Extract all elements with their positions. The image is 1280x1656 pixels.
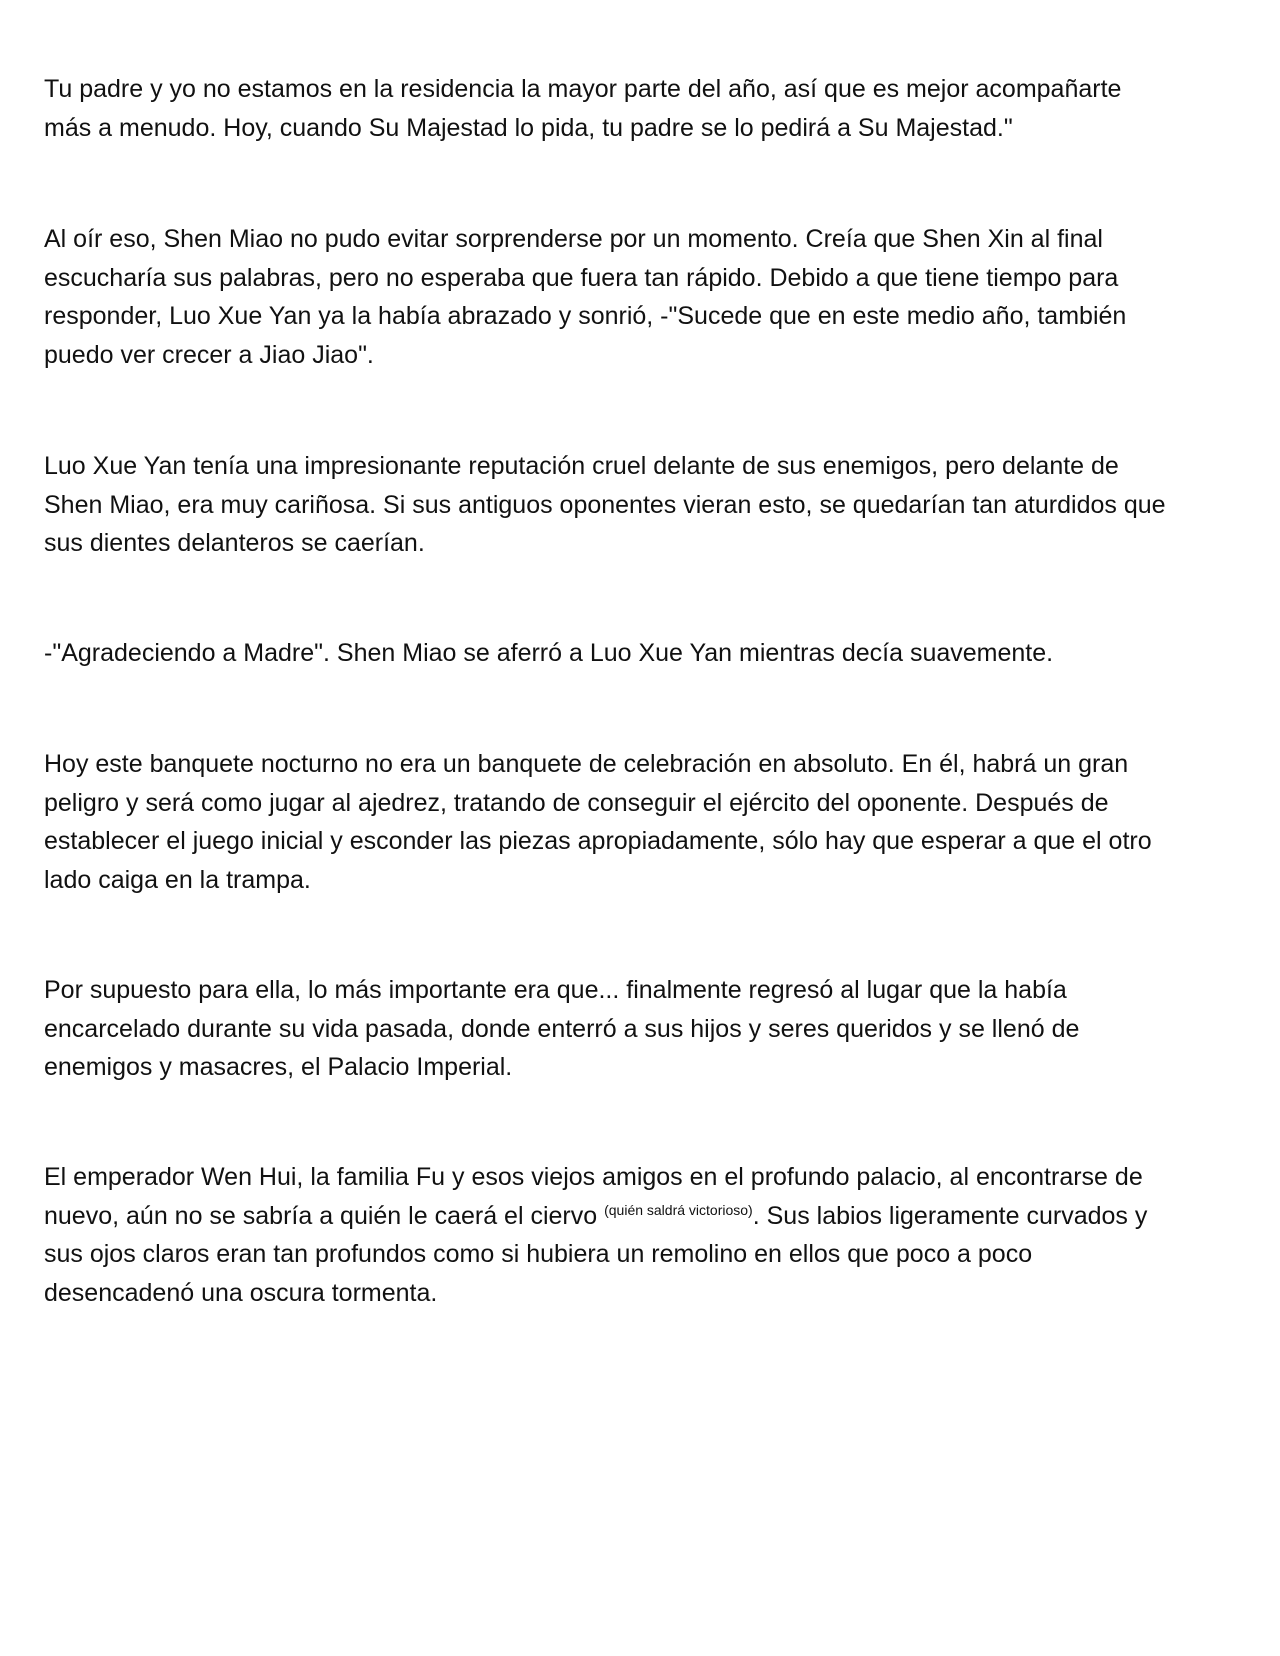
paragraph-line: Hoy este banquete nocturno no era un banquete de celebración en absoluto. En él, habrá un gran	[44, 750, 1129, 778]
paragraph-2	[44, 220, 1234, 374]
paragraph-line: Tu padre y yo no estamos en la residencia la mayor parte del año, así que es mejor acompañarte	[44, 75, 1122, 103]
paragraph-6	[44, 971, 1234, 1087]
paragraph-line: desencadenó una oscura tormenta.	[44, 1278, 438, 1307]
paragraph-line: Luo Xue Yan tenía una impresionante reputación cruel delante de sus enemigos, pero delante de	[44, 452, 1119, 480]
paragraph-line: peligro y será como jugar al ajedrez, tratando de conseguir el ejército del oponente. Después de	[44, 788, 1109, 817]
paragraph-line: puedo ver crecer a Jiao Jiao".	[44, 340, 374, 369]
paragraph-line: Shen Miao, era muy cariñosa. Si sus antiguos oponentes vieran esto, se quedarían tan aturdidos que	[44, 490, 1166, 519]
paragraph-line: establecer el juego inicial y esconder las piezas apropiadamente, sólo hay que esperar a que el otro	[44, 827, 1152, 855]
footnote-annotation: (quién saldrá victorioso)	[604, 1201, 753, 1218]
paragraph-line: sus ojos claros eran tan profundos como si hubiera un remolino en ellos que poco a poco	[44, 1240, 1033, 1268]
paragraph-line: más a menudo. Hoy, cuando Su Majestad lo pida, tu padre se lo pedirá a Su Majestad."	[44, 113, 1013, 142]
paragraph-line: lado caiga en la trampa.	[44, 865, 311, 894]
paragraph-line: sus dientes delanteros se caerían.	[44, 529, 425, 557]
paragraph-3	[44, 447, 1234, 563]
paragraph-line: enemigos y masacres, el Palacio Imperial.	[44, 1053, 513, 1081]
paragraph-line: encarcelado durante su vida pasada, donde enterró a sus hijos y seres queridos y se llenó de	[44, 1014, 1080, 1043]
paragraph-1	[44, 70, 1234, 147]
paragraph-line: escucharía sus palabras, pero no esperaba que fuera tan rápido. Debido a que tiene tiempo para	[44, 263, 1119, 292]
line-text: . Sus labios ligeramente curvados y	[752, 1201, 1148, 1230]
paragraph-line: El emperador Wen Hui, la familia Fu y esos viejos amigos en el profundo palacio, al encontrarse de	[44, 1163, 1143, 1191]
paragraph-line: Por supuesto para ella, lo más importante era que... finalmente regresó al lugar que la había	[44, 976, 1067, 1004]
paragraph-4	[44, 634, 1234, 673]
paragraph-line: responder, Luo Xue Yan ya la había abrazado y sonrió, -"Sucede que en este medio año, también	[44, 302, 1127, 330]
paragraph-line-with-footnote	[44, 1197, 1234, 1236]
paragraph-line: -"Agradeciendo a Madre". Shen Miao se aferró a Luo Xue Yan mientras decía suavemente.	[44, 639, 1054, 667]
line-text: nuevo, aún no se sabría a quién le caerá el ciervo	[44, 1201, 605, 1230]
paragraph-line: Al oír eso, Shen Miao no pudo evitar sorprenderse por un momento. Creía que Shen Xin al final	[44, 225, 1103, 253]
paragraph-5	[44, 745, 1234, 899]
paragraph-7	[44, 1158, 1234, 1312]
